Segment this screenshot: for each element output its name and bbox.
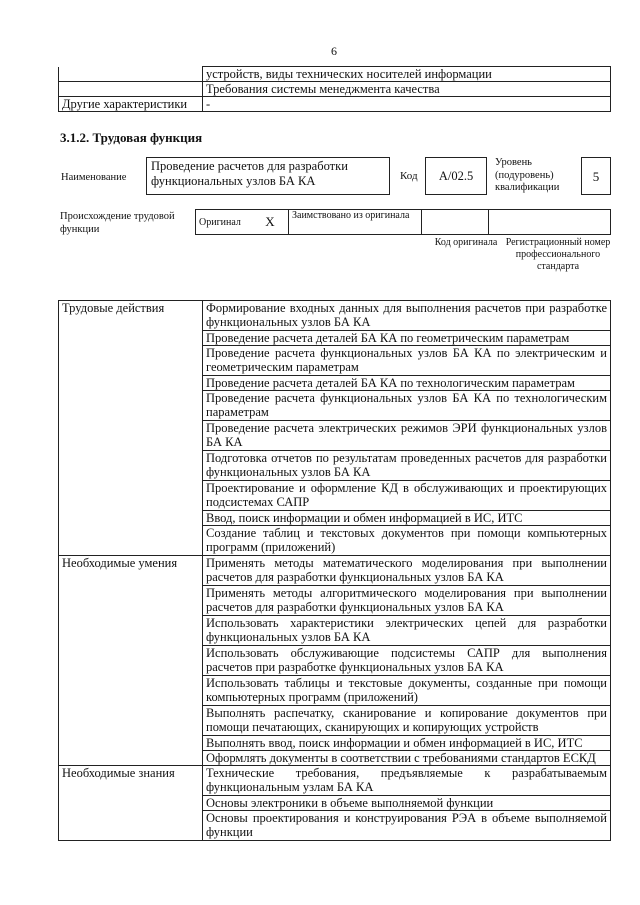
skill-item: Использовать обслуживающие подсистемы САПР для выполнения расчетов при разработке функциональных узлов БА КА bbox=[203, 646, 611, 676]
main-table bbox=[58, 300, 611, 841]
skill-item: Применять методы алгоритмического моделирования при выполнении расчетов для разработки функциональных узлов БА КА bbox=[203, 586, 611, 616]
reg-number-cell bbox=[489, 210, 611, 235]
action-item: Проведение расчета электрических режимов ЭРИ функциональных узлов БА КА bbox=[203, 421, 611, 451]
knowledge-item: Основы электроники в объеме выполняемой функции bbox=[203, 796, 611, 811]
skill-item: Применять методы математического моделирования при выполнении расчетов для разработки функциональных узлов БА КА bbox=[203, 556, 611, 586]
group-label-actions: Трудовые действия bbox=[59, 301, 203, 556]
origin-label: Происхождение трудовой функции bbox=[60, 211, 175, 235]
level-value: 5 bbox=[592, 169, 600, 184]
action-item: Проведение расчета функциональных узлов БА КА по электрическим и геометрическим параметрам bbox=[203, 346, 611, 376]
skill-item: Выполнять распечатку, сканирование и копирование документов при помощи печатающих, сканирующих и копирующих устройств bbox=[203, 706, 611, 736]
skill-item: Использовать характеристики электрических цепей для разработки функциональных узлов БА КА bbox=[203, 616, 611, 646]
knowledge-item: Основы проектирования и конструирования РЭА в объеме выполняемой функции bbox=[203, 811, 611, 841]
function-name: Проведение расчетов для разработки функциональных узлов БА КА bbox=[151, 159, 348, 188]
borrowed-label: Заимствовано из оригинала bbox=[289, 210, 422, 235]
top-table-label: Другие характеристики bbox=[59, 97, 203, 112]
action-item: Формирование входных данных для выполнения расчетов при разработке функциональных узлов БА КА bbox=[203, 301, 611, 331]
code-value: A/02.5 bbox=[438, 169, 474, 183]
action-item: Ввод, поиск информации и обмен информацией в ИС, ИТС bbox=[203, 511, 611, 526]
original-mark: X bbox=[252, 210, 289, 235]
knowledge-item: Технические требования, предъявляемые к разрабатываемым функциональным узлам БА КА bbox=[203, 766, 611, 796]
section-title: 3.1.2. Трудовая функция bbox=[60, 130, 203, 145]
top-table-value: устройств, виды технических носителей информации bbox=[203, 67, 611, 82]
code-original-cell bbox=[422, 210, 489, 235]
action-item: Проведение расчета деталей БА КА по геометрическим параметрам bbox=[203, 331, 611, 346]
page-number: 6 bbox=[331, 44, 337, 58]
skill-item: Использовать таблицы и текстовые документы, созданные при помощи компьютерных программ (приложений) bbox=[203, 676, 611, 706]
top-table-value: - bbox=[203, 97, 611, 112]
level-box bbox=[581, 157, 611, 195]
top-table bbox=[58, 66, 611, 112]
code-original-caption: Код оригинала bbox=[434, 237, 498, 248]
action-item: Подготовка отчетов по результатам проведенных расчетов для разработки функциональных узлов БА КА bbox=[203, 451, 611, 481]
function-name-box bbox=[146, 157, 390, 195]
code-box bbox=[425, 157, 487, 195]
level-label: Уровень (подуровень) квалификации bbox=[495, 157, 560, 193]
top-table-value: Требования системы менеджмента качества bbox=[203, 82, 611, 97]
name-label: Наименование bbox=[61, 172, 127, 183]
group-label-knowledge: Необходимые знания bbox=[59, 766, 203, 841]
group-label-skills: Необходимые умения bbox=[59, 556, 203, 766]
action-item: Проведение расчета деталей БА КА по технологическим параметрам bbox=[203, 376, 611, 391]
top-table-label-cell bbox=[59, 82, 203, 97]
action-item: Создание таблиц и текстовых документов при помощи компьютерных программ (приложений) bbox=[203, 526, 611, 556]
action-item: Проведение расчета функциональных узлов БА КА по технологическим параметрам bbox=[203, 391, 611, 421]
top-table-label-cell bbox=[59, 67, 203, 82]
skill-item: Выполнять ввод, поиск информации и обмен информацией в ИС, ИТС bbox=[203, 736, 611, 751]
action-item: Проектирование и оформление КД в обслуживающих и проектирующих подсистемах САПР bbox=[203, 481, 611, 511]
skill-item: Оформлять документы в соответствии с требованиями стандартов ЕСКД bbox=[203, 751, 611, 766]
original-label: Оригинал bbox=[196, 210, 253, 235]
origin-table bbox=[195, 209, 611, 235]
code-label: Код bbox=[400, 170, 418, 182]
reg-number-caption: Регистрационный номер профессионального стандарта bbox=[505, 237, 611, 272]
